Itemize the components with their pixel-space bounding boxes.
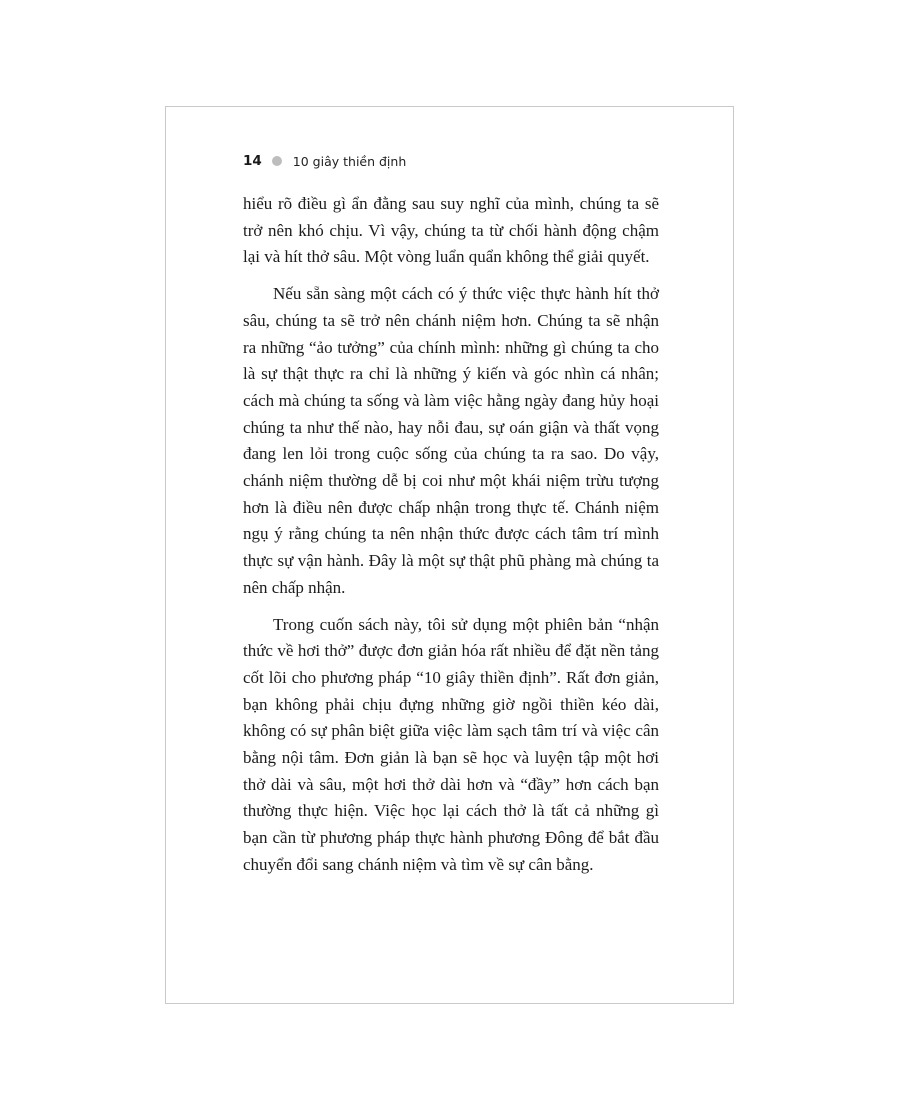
book-page <box>165 106 734 1004</box>
page-number: 14 <box>243 153 262 169</box>
chapter-title: 10 giây thiền định <box>292 153 407 169</box>
bullet-dot-icon <box>272 156 282 166</box>
paragraph-3: Trong cuốn sách này, tôi sử dụng một phiên bản “nhận thức về hơi thở” được đơn giản hóa rất nhiều để đặt nền tảng cốt lõi cho phương pháp “10 giây thiền định”. Rất đơn giản, bạn không phải chịu đựng những giờ ngồi thiền kéo dài, không có sự phân biệt giữa việc làm sạch tâm trí và việc cân bằng nội tâm. Đơn giản là bạn sẽ học và luyện tập một hơi thở dài và sâu, một hơi thở dài hơn và “đầy” hơn cách bạn thường thực hiện. Việc học lại cách thở là tất cả những gì bạn cần từ phương pháp thực hành phương Đông để bắt đầu chuyển đổi sang chánh niệm và tìm về sự cân bằng. <box>243 614 659 874</box>
running-header <box>243 151 406 171</box>
paragraph-2: Nếu sẵn sàng một cách có ý thức việc thực hành hít thở sâu, chúng ta sẽ trở nên chánh niệm hơn. Chúng ta sẽ nhận ra những “ảo tưởng” của chính mình: những gì chúng ta cho là sự thật thực ra chỉ là những ý kiến và góc nhìn cá nhân; cách mà chúng ta sống và làm việc hằng ngày đang hủy hoại chúng ta như thế nào, hay nỗi đau, sự oán giận và thất vọng đang len lỏi trong cuộc sống của chúng ta ra sao. Do vậy, chánh niệm thường dễ bị coi như một khái niệm trừu tượng hơn là điều nên được chấp nhận trong thực tế. Chánh niệm ngụ ý rằng chúng ta nên nhận thức được cách tâm trí mình thực sự vận hành. Đây là một sự thật phũ phàng mà chúng ta nên chấp nhận. <box>243 284 659 597</box>
body-text <box>243 191 659 889</box>
paragraph-1: hiểu rõ điều gì ẩn đằng sau suy nghĩ của mình, chúng ta sẽ trở nên khó chịu. Vì vậy, chúng ta từ chối hành động chậm lại và hít thở sâu. Một vòng luẩn quẩn không thể giải quyết. <box>243 194 659 267</box>
